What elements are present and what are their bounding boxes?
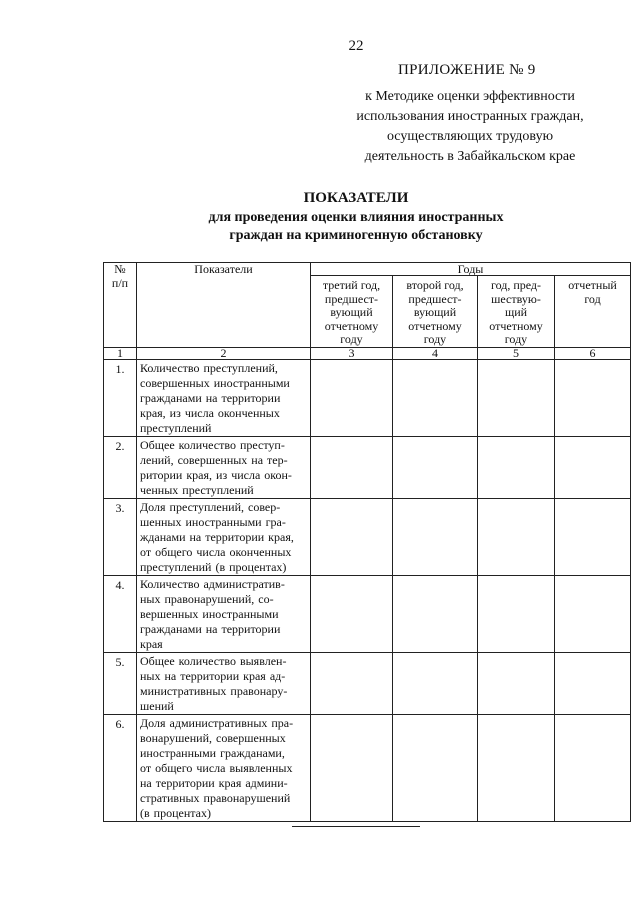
value-cell <box>478 714 555 821</box>
indicator-line: министративных правонару- <box>140 683 288 698</box>
indicator-line: ных на территории края ад- <box>140 668 286 683</box>
table-row <box>104 652 631 714</box>
row-indicator <box>137 436 311 498</box>
indicator-line: (в процентах) <box>140 805 211 820</box>
header-year-line: предшест- <box>408 291 462 306</box>
row-indicator <box>137 498 311 575</box>
column-number: 3 <box>311 347 393 359</box>
table-row <box>104 498 631 575</box>
header-year-second-prior <box>393 276 478 348</box>
value-cell <box>393 436 478 498</box>
indicator-line: совершенных иностранными <box>140 375 290 390</box>
value-cell <box>478 575 555 652</box>
footer-divider <box>292 826 420 827</box>
indicator-line: Количество преступлений, <box>140 360 278 375</box>
value-cell <box>393 714 478 821</box>
indicator-line: вершенных иностранными <box>140 606 279 621</box>
value-cell <box>555 436 631 498</box>
appendix-subtitle-line: осуществляющих трудовую <box>386 129 554 144</box>
value-cell <box>311 436 393 498</box>
row-indicator <box>137 714 311 821</box>
header-year-line: отчетному <box>489 318 543 333</box>
header-year-line: предшест- <box>324 291 379 306</box>
row-indicator <box>137 575 311 652</box>
indicator-line: Общее количество преступ- <box>140 437 285 452</box>
value-cell <box>393 575 478 652</box>
value-cell <box>478 436 555 498</box>
value-cell <box>393 498 478 575</box>
row-number: 1. <box>104 359 137 436</box>
indicator-line: жданами на территории края, <box>140 529 294 544</box>
row-indicator <box>137 652 311 714</box>
indicator-line: Доля административных пра- <box>140 715 294 730</box>
header-year-line: отчетному <box>324 318 379 333</box>
header-year-line: щий <box>504 305 528 319</box>
indicator-line: ных правонарушений, со- <box>140 591 274 606</box>
indicator-line: Общее количество выявлен- <box>140 653 287 668</box>
header-year-line: отчетный <box>568 278 617 292</box>
indicator-line: шенных иностранными гра- <box>140 514 286 529</box>
header-number-line: № <box>114 262 126 276</box>
document-subtitle-line: граждан на криминогенную обстановку <box>229 228 483 243</box>
row-number: 2. <box>104 436 137 498</box>
indicator-line: лений, совершенных на тер- <box>140 452 288 467</box>
value-cell <box>478 359 555 436</box>
row-indicator <box>137 359 311 436</box>
table-row <box>104 359 631 436</box>
indicator-line: Доля преступлений, совер- <box>140 499 281 514</box>
header-year-third-prior <box>311 276 393 348</box>
indicator-line: преступлений <box>140 420 212 435</box>
header-year-line: вующий <box>330 305 373 319</box>
document-subtitle-line: для проведения оценки влияния иностранных <box>208 210 504 225</box>
document-subtitle <box>170 209 542 245</box>
value-cell <box>311 652 393 714</box>
value-cell <box>478 498 555 575</box>
header-year-line: году <box>423 332 447 346</box>
appendix-subtitle <box>330 87 610 167</box>
value-cell <box>311 575 393 652</box>
indicator-line: края <box>140 636 163 651</box>
indicator-line: шений <box>140 698 174 713</box>
document-title: ПОКАЗАТЕЛИ <box>303 190 409 206</box>
header-indicators: Показатели <box>137 263 311 348</box>
header-year-line: году <box>340 332 363 346</box>
table-row <box>104 714 631 821</box>
indicator-line: иностранными гражданами, <box>140 745 285 760</box>
appendix-subtitle-line: деятельность в Забайкальском крае <box>364 149 576 164</box>
header-number-line: п/п <box>111 275 129 290</box>
column-number: 1 <box>104 347 137 359</box>
value-cell <box>311 359 393 436</box>
table-row <box>104 436 631 498</box>
value-cell <box>555 498 631 575</box>
header-year-line: шествую- <box>491 291 541 306</box>
indicator-line: Количество административ- <box>140 576 285 591</box>
header-year-line: году <box>504 332 528 346</box>
appendix-title: ПРИЛОЖЕНИЕ № 9 <box>398 62 536 78</box>
header-years: Годы <box>311 263 631 276</box>
value-cell <box>478 652 555 714</box>
indicator-line: на территории края админи- <box>140 775 288 790</box>
column-number: 6 <box>555 347 631 359</box>
page-number: 22 <box>348 38 364 54</box>
header-year-line: третий год, <box>322 278 381 292</box>
column-number-row <box>104 347 631 359</box>
value-cell <box>311 498 393 575</box>
row-number: 6. <box>104 714 137 821</box>
indicator-line: от общего числа оконченных <box>140 544 292 559</box>
row-number: 4. <box>104 575 137 652</box>
indicator-line: вонарушений, совершенных <box>140 730 286 745</box>
indicator-line: ритории края, из числа окон- <box>140 467 292 482</box>
header-year-line: год <box>584 291 601 306</box>
header-number <box>104 263 137 348</box>
value-cell <box>393 652 478 714</box>
indicator-line: ченных преступлений <box>140 482 254 497</box>
header-year-reporting <box>555 276 631 348</box>
value-cell <box>555 652 631 714</box>
appendix-subtitle-line: использования иностранных граждан, <box>356 109 584 124</box>
table-row <box>104 575 631 652</box>
indicator-line: стративных правонарушений <box>140 790 291 805</box>
header-year-line: отчетному <box>408 318 462 333</box>
indicator-line: гражданами на территории <box>140 390 281 405</box>
header-year-line: год, пред- <box>490 278 542 292</box>
indicator-line: края, из числа оконченных <box>140 405 280 420</box>
appendix-subtitle-line: к Методике оценки эффективности <box>365 89 575 104</box>
value-cell <box>393 359 478 436</box>
column-number: 4 <box>393 347 478 359</box>
header-year-line: вующий <box>413 305 457 319</box>
value-cell <box>555 714 631 821</box>
indicators-table <box>103 262 631 822</box>
header-year-line: второй год, <box>406 278 464 292</box>
indicator-line: гражданами на территории <box>140 621 281 636</box>
value-cell <box>555 575 631 652</box>
column-number: 2 <box>137 347 311 359</box>
row-number: 3. <box>104 498 137 575</box>
row-number: 5. <box>104 652 137 714</box>
column-number: 5 <box>478 347 555 359</box>
indicator-line: от общего числа выявленных <box>140 760 293 775</box>
indicator-line: преступлений (в процентах) <box>140 559 287 574</box>
value-cell <box>555 359 631 436</box>
value-cell <box>311 714 393 821</box>
header-year-prior <box>478 276 555 348</box>
